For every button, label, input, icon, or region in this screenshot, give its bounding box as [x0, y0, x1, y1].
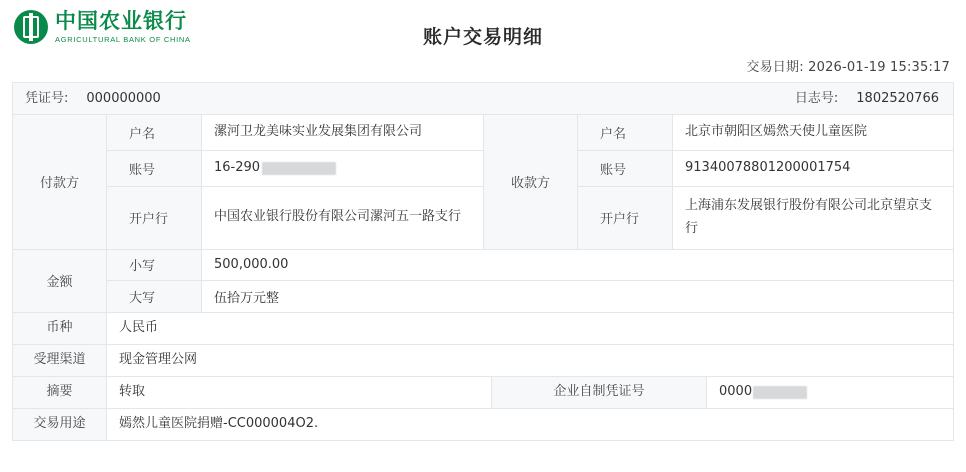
enterprise-voucher-label: 企业自制凭证号 — [491, 377, 706, 408]
amount-small-label: 小写 — [107, 250, 201, 280]
amount-big-row — [107, 281, 953, 312]
abstract-value: 转取 — [106, 377, 491, 408]
payee-name-row — [578, 115, 953, 151]
payee-section — [483, 115, 953, 249]
trade-date-label: 交易日期: — [746, 60, 804, 75]
redaction-block — [262, 162, 336, 175]
amount-big-value: 伍拾万元整 — [201, 281, 953, 312]
payer-account-text: 16-290 — [214, 159, 261, 175]
purpose-row — [13, 409, 953, 441]
log-number-label: 日志号: — [794, 90, 839, 106]
amount-block — [13, 250, 953, 313]
voucher-number-cell — [13, 83, 783, 114]
amount-rows — [106, 250, 953, 312]
abstract-label: 摘要 — [13, 377, 106, 408]
payee-account-row — [578, 151, 953, 187]
voucher-number-label: 凭证号: — [25, 90, 69, 106]
payer-bank-value: 中国农业银行股份有限公司漯河五一路支行 — [201, 187, 483, 249]
payee-name-value: 北京市朝阳区嫣然天使儿童医院 — [672, 115, 953, 150]
channel-row — [13, 345, 953, 377]
amount-title: 金额 — [13, 250, 106, 312]
trade-date-value: 2026-01-19 15:35:17 — [808, 60, 950, 75]
payer-account-value — [201, 151, 483, 186]
channel-value: 现金管理公网 — [106, 345, 953, 376]
log-number-cell — [783, 83, 953, 114]
payer-title: 付款方 — [13, 115, 106, 249]
payer-name-row — [107, 115, 483, 151]
voucher-row — [13, 83, 953, 115]
bank-name-cn: 中国农业银行 — [55, 8, 187, 33]
log-number-value: 1802520766 — [856, 90, 939, 106]
payer-name-value: 漯河卫龙美味实业发展集团有限公司 — [201, 115, 483, 150]
payer-account-label: 账号 — [107, 151, 201, 186]
purpose-label: 交易用途 — [13, 409, 106, 440]
amount-small-value: 500,000.00 — [201, 250, 953, 280]
amount-big-label: 大写 — [107, 281, 201, 312]
redaction-block — [753, 386, 807, 399]
payee-rows — [577, 115, 953, 249]
bank-name-en: AGRICULTURAL BANK OF CHINA — [55, 34, 191, 44]
party-block — [13, 115, 953, 250]
payee-name-label: 户名 — [578, 115, 672, 150]
page-title: 账户交易明细 — [422, 26, 543, 48]
payer-bank-label: 开户行 — [107, 187, 201, 249]
detail-table — [12, 82, 954, 441]
abstract-row — [13, 377, 953, 409]
enterprise-voucher-text: 0000 — [719, 384, 753, 400]
payee-account-value: 91340078801200001754 — [672, 151, 953, 186]
enterprise-voucher-value — [706, 377, 953, 408]
payer-bank-row — [107, 187, 483, 249]
payee-bank-label: 开户行 — [578, 187, 672, 249]
payer-section — [13, 115, 483, 249]
purpose-value: 嫣然儿童医院捐赠-CC000004O2. — [106, 409, 953, 440]
payer-account-row — [107, 151, 483, 187]
currency-label: 币种 — [13, 313, 106, 344]
currency-row — [13, 313, 953, 345]
amount-small-row — [107, 250, 953, 281]
trade-date — [746, 56, 950, 75]
voucher-number-value: 000000000 — [86, 90, 161, 106]
payer-rows — [106, 115, 483, 249]
payer-name-label: 户名 — [107, 115, 201, 150]
payee-title: 收款方 — [484, 115, 577, 249]
currency-value: 人民币 — [106, 313, 953, 344]
payee-account-label: 账号 — [578, 151, 672, 186]
payee-bank-value: 上海浦东发展银行股份有限公司北京望京支行 — [672, 187, 953, 249]
page-header — [0, 0, 966, 75]
payee-bank-row — [578, 187, 953, 249]
channel-label: 受理渠道 — [13, 345, 106, 376]
